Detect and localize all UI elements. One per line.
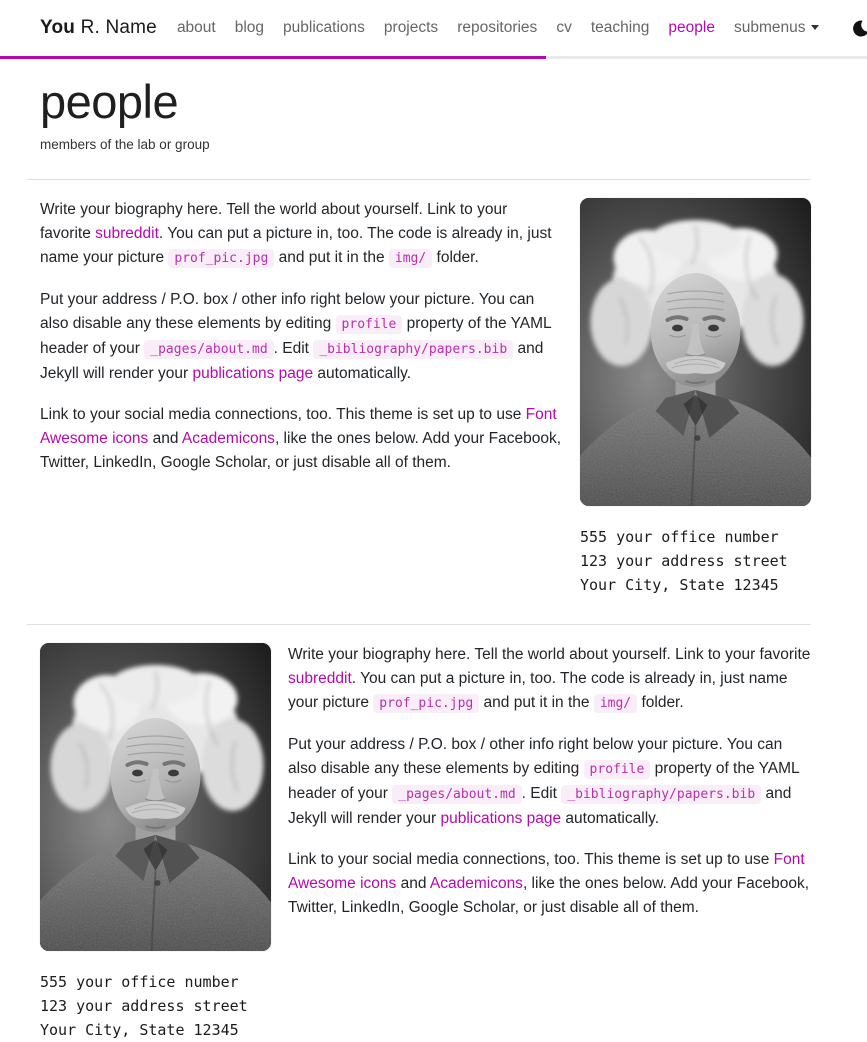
inline-link[interactable]: subreddit (95, 224, 159, 242)
nav-item-blog[interactable]: blog (234, 19, 265, 36)
brand-last-name: R. Name (80, 17, 157, 38)
profile-sidebar (574, 198, 811, 597)
scroll-progress-bar (0, 56, 546, 59)
address-line: Your City, State 12345 (580, 575, 779, 594)
bio-text (27, 198, 574, 475)
inline-code: _bibliography/papers.bib (561, 785, 761, 804)
inline-code: prof_pic.jpg (373, 694, 479, 713)
address-line: Your City, State 12345 (40, 1020, 239, 1039)
nav-item-cv[interactable]: cv (556, 19, 572, 36)
scroll-progress-track (0, 56, 867, 59)
bio-paragraph: Put your address / P.O. box / other info right below your picture. You can also disable any these elements by editing profile property of the YAML header of your _pages/about.md . Edit _bibliography/papers.bib and Jekyll will render your publications page automatically. (40, 290, 552, 382)
address-line: 123 your address street (580, 551, 788, 570)
inline-link[interactable]: publications page (440, 809, 562, 827)
nav-item-submenus-label: submenus (733, 19, 806, 36)
caret-down-icon (811, 25, 819, 30)
inline-link[interactable]: Font Awesome icons (288, 850, 805, 892)
nav-item-repositories[interactable]: repositories (457, 19, 538, 36)
profile-section-2 (27, 643, 811, 1042)
bio-text (272, 643, 811, 920)
profile-photo (40, 643, 271, 951)
inline-link[interactable]: subreddit (288, 669, 352, 687)
brand-first-name: You (40, 17, 76, 38)
page-subtitle: members of the lab or group (40, 136, 210, 152)
nav-item-teaching[interactable]: teaching (590, 19, 650, 36)
inline-code: img/ (594, 694, 637, 713)
einstein-portrait-image (40, 643, 271, 951)
inline-code: _pages/about.md (392, 785, 521, 804)
navbar (0, 0, 867, 59)
site-brand[interactable] (40, 17, 157, 39)
address-block (580, 525, 811, 597)
einstein-portrait-image (580, 198, 811, 506)
nav-item-projects[interactable]: projects (383, 19, 439, 36)
address-line: 123 your address street (40, 996, 248, 1015)
address-line: 555 your office number (40, 972, 239, 991)
inline-link[interactable]: Academicons (429, 874, 523, 892)
inline-code: prof_pic.jpg (168, 249, 274, 268)
inline-code: img/ (389, 249, 432, 268)
inline-code: profile (336, 315, 403, 334)
nav-links (177, 18, 867, 39)
inline-link[interactable]: Academicons (181, 429, 275, 447)
bio-paragraph: Write your biography here. Tell the world about yourself. Link to your favorite subreddit. You can put a picture in, too. The code is already in, just name your picture prof_pic.jpg and put it in the img/ folder. (288, 645, 811, 711)
inline-code: _pages/about.md (144, 340, 273, 359)
bio-paragraph: Link to your social media connections, too. This theme is set up to use Font Awesome icons and Academicons, like the ones below. Add your Facebook, Twitter, LinkedIn, Google Scholar, or just disable all of them. (40, 405, 562, 471)
bio-paragraph: Put your address / P.O. box / other info right below your picture. You can also disable any these elements by editing profile property of the YAML header of your _pages/about.md . Edit _bibliography/papers.bib and Jekyll will render your publications page automatically. (288, 735, 800, 827)
bio-paragraph: Link to your social media connections, too. This theme is set up to use Font Awesome icons and Academicons, like the ones below. Add your Facebook, Twitter, LinkedIn, Google Scholar, or just disable all of them. (288, 850, 810, 916)
profile-section-1 (27, 198, 811, 597)
inline-link[interactable]: Font Awesome icons (40, 405, 557, 447)
inline-code: profile (584, 760, 651, 779)
divider (27, 624, 811, 625)
main-content (27, 76, 811, 1042)
divider (27, 179, 811, 180)
page-title: people (40, 75, 179, 128)
address-block (40, 970, 272, 1042)
address-line: 555 your office number (580, 527, 779, 546)
nav-item-people[interactable]: people (668, 19, 715, 36)
bio-paragraph: Write your biography here. Tell the world about yourself. Link to your favorite subreddit. You can put a picture in, too. The code is already in, just name your picture prof_pic.jpg and put it in the img/ folder. (40, 200, 552, 266)
nav-item-about[interactable]: about (176, 19, 216, 36)
nav-item-submenus[interactable] (734, 19, 820, 37)
inline-link[interactable]: publications page (192, 364, 314, 382)
profile-sidebar (27, 643, 272, 1042)
moon-icon (852, 20, 867, 37)
inline-code: _bibliography/papers.bib (313, 340, 513, 359)
dark-mode-toggle[interactable] (850, 18, 867, 39)
nav-item-publications[interactable]: publications (283, 19, 365, 36)
profile-photo (580, 198, 811, 506)
